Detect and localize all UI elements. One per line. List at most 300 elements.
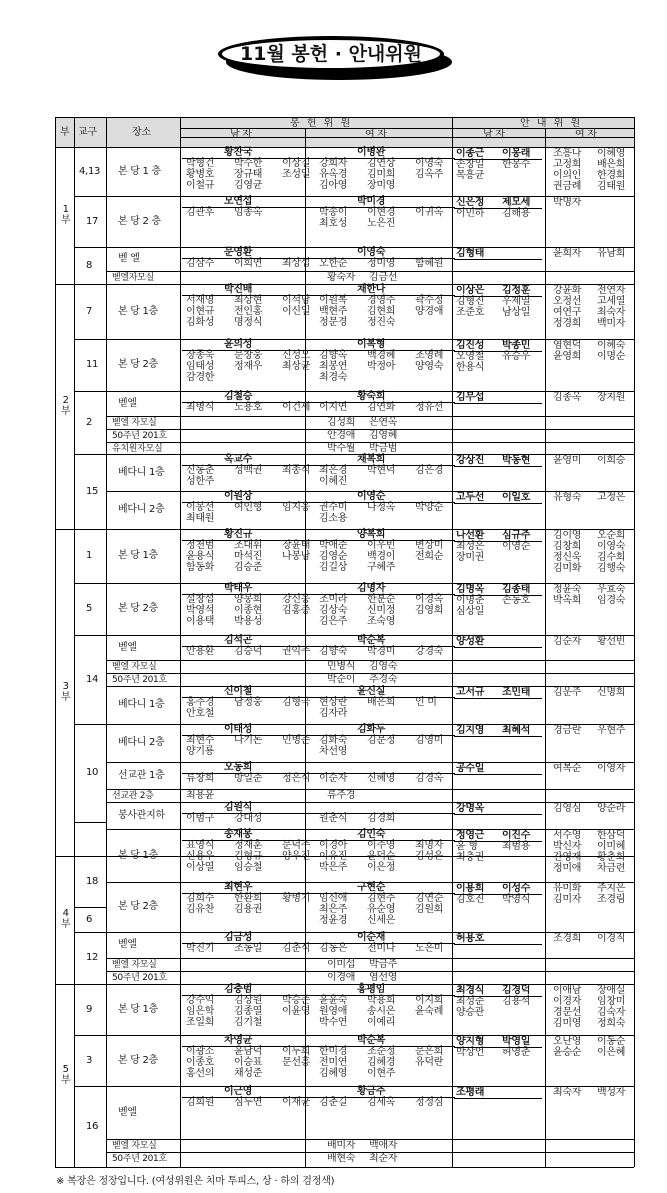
member-name: 조일희 xyxy=(186,1017,215,1028)
leader-name: 오동희 xyxy=(224,762,253,773)
usher-name: 박신자 xyxy=(553,841,582,852)
member-name: 이재균 xyxy=(282,1097,311,1108)
member-name: 신미정 xyxy=(367,605,396,616)
member-name: 백경혜 xyxy=(367,350,396,361)
member-name: 백경이 xyxy=(367,551,396,562)
usher-name: 박영일 xyxy=(502,1036,531,1047)
usher-name: 이의인 xyxy=(553,170,582,181)
usher-name: 이몽래 xyxy=(502,148,531,159)
usher-name: 이경자 xyxy=(553,996,582,1007)
member-name: 안용환 xyxy=(186,646,215,657)
member-name: 설창섭 xyxy=(186,594,215,605)
member-name: 김화숙 xyxy=(319,735,348,746)
member-name: 감경한 xyxy=(186,372,215,383)
parish-rule xyxy=(74,1035,106,1036)
member-name: 문은희 xyxy=(415,1046,444,1057)
usher-name: 이경직 xyxy=(597,933,626,944)
place-label: 벧엘자모실 xyxy=(112,273,154,283)
member-name: 표영식 xyxy=(186,840,215,851)
usher-name: 이민하 xyxy=(456,208,485,219)
member-name: 노은미 xyxy=(415,943,444,954)
member-name: 이상열 xyxy=(186,862,215,873)
member-name: 김관후 xyxy=(186,207,215,218)
header-annae-male: 남 자 xyxy=(483,129,505,140)
leader-name: 김철승 xyxy=(224,391,253,402)
member-name: 이우빈 xyxy=(367,540,396,551)
member-name: 박송이 xyxy=(319,207,348,218)
usher-name: 김지영 xyxy=(456,725,485,736)
usher-name: 박동현 xyxy=(502,455,531,466)
member-name: 김자라 xyxy=(319,708,348,719)
member-name: 양경애 xyxy=(415,306,444,317)
member-name: 임태성 xyxy=(186,361,215,372)
member-name: 김성희 xyxy=(327,417,356,428)
member-name: 박양순 xyxy=(415,502,444,513)
usher-name: 우현주 xyxy=(597,725,626,736)
table-left-border xyxy=(55,117,56,1167)
parish-label: 8 xyxy=(86,259,93,271)
member-name: 신세은 xyxy=(367,915,396,926)
usher-name: 남상일 xyxy=(502,307,531,318)
parish-label: 15 xyxy=(86,485,99,497)
usher-name: 한용식 xyxy=(456,362,485,373)
usher-name: 김숙자 xyxy=(597,1007,626,1018)
parish-label: 9 xyxy=(86,1003,93,1015)
usher-name: 심상일 xyxy=(456,606,485,617)
header-gyogu: 교구 xyxy=(78,127,97,138)
usher-name: 김이영 xyxy=(553,530,582,541)
place-label: 본 당 1층 xyxy=(118,849,158,861)
leader-name: 구현순 xyxy=(357,882,386,893)
member-name: 유덕란 xyxy=(415,1057,444,1068)
parish-label: 16 xyxy=(86,1120,99,1132)
member-name: 이철규 xyxy=(186,180,215,191)
usher-name: 양승관 xyxy=(456,1007,485,1018)
usher-name: 신은정 xyxy=(456,197,485,208)
member-name: 김형국 xyxy=(282,697,311,708)
leader-name: 박순복 xyxy=(357,1035,386,1046)
member-name: 박진기 xyxy=(186,943,215,954)
member-name: 정문경 xyxy=(319,317,348,328)
parish-rule xyxy=(74,529,106,530)
usher-name: 정희숙 xyxy=(597,1018,626,1029)
parish-rule xyxy=(74,583,106,584)
footnote: ※ 복장은 정장입니다. (여성위원은 치마 투피스, 상 · 하의 검정색) xyxy=(56,1176,335,1187)
member-name: 이귀옥 xyxy=(415,207,444,218)
member-name: 김현주 xyxy=(367,893,396,904)
page-title: 11월 봉헌 · 안내위원 xyxy=(240,43,422,65)
member-name: 김화성 xyxy=(186,317,215,328)
usher-name: 고세열 xyxy=(597,296,626,307)
parish-rule xyxy=(74,1086,106,1087)
member-name: 박금주 xyxy=(369,959,398,970)
usher-lead-underline xyxy=(454,403,542,404)
member-name: 이지연 xyxy=(319,402,348,413)
place-label: 50주년 201호 xyxy=(112,973,167,983)
division-label: 3 부 xyxy=(61,680,71,703)
usher-name: 김명옥 xyxy=(456,584,485,595)
usher-name: 김영심 xyxy=(553,803,582,814)
place-label: 벧엘 xyxy=(118,1106,137,1118)
place-label: 베다니 2층 xyxy=(118,737,165,748)
member-name: 정미영 xyxy=(367,258,396,269)
parish-rule xyxy=(74,247,106,248)
member-name: 박영석 xyxy=(186,605,215,616)
member-name: 강희자 xyxy=(319,158,348,169)
usher-lead-underline xyxy=(454,647,542,648)
table-top-border xyxy=(55,117,634,118)
usher-name: 이영숙 xyxy=(597,541,626,552)
usher-name: 황선빈 xyxy=(597,636,626,647)
usher-name: 강상진 xyxy=(456,455,485,466)
member-name: 백현주 xyxy=(319,306,348,317)
header-bongheon: 봉 헌 위 원 xyxy=(290,118,353,129)
member-name: 권수미 xyxy=(319,502,348,513)
leader-name: 김원식 xyxy=(224,802,253,813)
member-name: 이종현 xyxy=(234,605,263,616)
header-bu: 부 xyxy=(60,127,70,138)
member-name: 황병호 xyxy=(186,169,215,180)
division-label: 4 부 xyxy=(61,908,71,930)
place-label: 본 당 2층 xyxy=(118,1054,158,1066)
usher-name: 조평래 xyxy=(456,1087,485,1098)
parish-label: 2 xyxy=(86,416,93,428)
leader-name: 채한나 xyxy=(357,284,386,295)
member-name: 장규태 xyxy=(234,169,263,180)
usher-name: 유승우 xyxy=(502,351,531,362)
usher-name: 장미권 xyxy=(456,552,485,563)
leader-name: 황진규 xyxy=(224,529,253,540)
usher-name: 고두선 xyxy=(456,492,485,503)
usher-name: 경문선 xyxy=(553,1007,582,1018)
leader-name: 박태우 xyxy=(224,583,253,594)
usher-name: 손창일 xyxy=(456,159,485,170)
member-name: 김소용 xyxy=(319,513,348,524)
usher-name: 배은희 xyxy=(597,159,626,170)
parish-rule xyxy=(74,822,106,823)
member-name: 장미영 xyxy=(367,180,396,191)
member-name: 정천범 xyxy=(186,540,215,551)
place-label: 벧엘 xyxy=(118,641,137,653)
usher-name: 임경숙 xyxy=(597,595,626,606)
parish-rule xyxy=(74,196,106,197)
member-name: 김영혜 xyxy=(369,430,398,441)
usher-name: 최성준 xyxy=(456,996,485,1007)
usher-name: 이용희 xyxy=(456,883,485,894)
usher-name: 강명옥 xyxy=(456,803,485,814)
member-name: 성한주 xyxy=(186,476,215,487)
member-name: 구혜주 xyxy=(367,562,396,573)
member-name: 한미경 xyxy=(319,1046,348,1057)
leader-name: 윤의성 xyxy=(224,339,253,350)
member-name: 성백권 xyxy=(234,465,263,476)
usher-name: 오영철 xyxy=(456,351,485,362)
usher-name: 이종근 xyxy=(456,148,485,159)
usher-name: 주지은 xyxy=(597,883,626,894)
member-name: 이예리 xyxy=(367,1017,396,1028)
parish-rule xyxy=(74,856,106,857)
usher-name: 박종민 xyxy=(502,340,531,351)
usher-name: 김운주 xyxy=(553,687,582,698)
usher-name: 조민태 xyxy=(502,687,531,698)
usher-name: 최경식 xyxy=(456,985,485,996)
member-name: 이지희 xyxy=(415,995,444,1006)
usher-name: 이혜영 xyxy=(597,148,626,159)
leader-name: 박진배 xyxy=(224,284,253,295)
member-name: 이혜진 xyxy=(319,476,348,487)
member-name: 박수월 xyxy=(327,443,356,454)
usher-lead-underline xyxy=(454,1098,542,1099)
usher-name: 김종태 xyxy=(502,584,531,595)
usher-name: 최범용 xyxy=(502,841,531,852)
member-name: 장윤태 xyxy=(282,540,311,551)
usher-name: 조경희 xyxy=(553,933,582,944)
member-name: 명정식 xyxy=(234,317,263,328)
member-name: 양봉희 xyxy=(234,594,263,605)
member-name: 민병식 xyxy=(327,661,356,672)
place-label: 본 당 2 층 xyxy=(118,215,161,227)
leader-name: 황숙희 xyxy=(357,391,386,402)
member-name: 김춘길 xyxy=(319,1097,348,1108)
member-name: 박용성 xyxy=(234,616,263,627)
member-name: 남정웅 xyxy=(234,697,263,708)
usher-name: 나선환 xyxy=(456,530,485,541)
member-name: 경영주 xyxy=(367,295,396,306)
usher-name: 백미자 xyxy=(597,318,626,329)
member-name: 김혜영 xyxy=(319,1068,348,1079)
member-name: 김영미 xyxy=(415,735,444,746)
usher-name: 김태원 xyxy=(597,181,626,192)
member-name: 김용권 xyxy=(234,904,263,915)
usher-name: 이미혜 xyxy=(597,841,626,852)
table-rule xyxy=(106,117,107,1167)
usher-name: 이혜숙 xyxy=(597,340,626,351)
member-name: 안경애 xyxy=(327,430,356,441)
usher-name: 김무섭 xyxy=(456,392,485,403)
member-name: 최봉연 xyxy=(319,361,348,372)
member-name: 김향옥 xyxy=(319,350,348,361)
member-name: 송시은 xyxy=(367,1006,396,1017)
place-label: 본 당 2층 xyxy=(118,901,158,912)
usher-name: 조흥나 xyxy=(553,148,582,159)
member-name: 문선홍 xyxy=(282,1057,311,1068)
usher-lead-underline xyxy=(454,944,542,945)
place-label: 벧 엘 xyxy=(118,253,140,264)
usher-name: 황춘희 xyxy=(597,852,626,863)
member-name: 변상미 xyxy=(415,540,444,551)
member-name: 최경숙 xyxy=(319,372,348,383)
member-name: 류창희 xyxy=(186,773,215,784)
member-name: 조대휘 xyxy=(234,540,263,551)
member-name: 원영애 xyxy=(319,1006,348,1017)
member-name: 윤남덕 xyxy=(234,1046,263,1057)
usher-name: 윤영희 xyxy=(553,351,582,362)
member-name: 조숙영 xyxy=(367,616,396,627)
place-label: 본 당 2층 xyxy=(118,603,158,614)
usher-name: 정영근 xyxy=(456,830,485,841)
leader-name: 이태성 xyxy=(224,724,253,735)
usher-name: 박영식 xyxy=(502,894,531,905)
member-name: 홍주경 xyxy=(186,697,215,708)
usher-name: 박상언 xyxy=(456,1047,485,1058)
usher-name: 박명자 xyxy=(553,197,582,208)
usher-name: 이희승 xyxy=(597,455,626,466)
place-label: 본 당 1 층 xyxy=(118,165,161,177)
table-rule xyxy=(180,137,634,138)
member-name: 김미희 xyxy=(367,169,396,180)
leader-name: 신이철 xyxy=(224,686,253,697)
member-name: 이희연 xyxy=(234,258,263,269)
member-name: 박경미 xyxy=(367,646,396,657)
parish-label: 7 xyxy=(86,305,93,317)
place-label: 베다니 2층 xyxy=(118,504,165,515)
header-annae-female: 여 자 xyxy=(575,129,597,140)
parish-rule xyxy=(74,724,106,725)
usher-name: 우효숙 xyxy=(597,584,626,595)
table-rule xyxy=(55,147,634,148)
usher-name: 김형진 xyxy=(456,296,485,307)
member-name: 최은주 xyxy=(319,904,348,915)
member-name: 배은희 xyxy=(367,697,396,708)
leader-name: 차영균 xyxy=(224,1035,253,1046)
usher-name: 전연자 xyxy=(597,285,626,296)
member-name: 최명자 xyxy=(415,840,444,851)
member-name: 최은경 xyxy=(319,465,348,476)
division-label: 2 부 xyxy=(61,394,71,417)
member-name: 정재훈 xyxy=(234,840,263,851)
member-name: 이광소 xyxy=(186,1046,215,1057)
usher-name: 이성수 xyxy=(502,883,531,894)
member-name: 한환희 xyxy=(234,893,263,904)
usher-name: 김종옥 xyxy=(553,392,582,403)
usher-name: 심규주 xyxy=(502,530,531,541)
leader-name: 이복형 xyxy=(357,339,386,350)
header-bong-male: 남 자 xyxy=(230,129,252,140)
member-name: 문덕주 xyxy=(282,840,311,851)
member-name: 은연옥 xyxy=(369,417,398,428)
usher-name: 최혜석 xyxy=(502,725,531,736)
usher-name: 여연구 xyxy=(553,307,582,318)
member-name: 신혜영 xyxy=(367,773,396,784)
member-name: 전희순 xyxy=(415,551,444,562)
parish-rule xyxy=(74,339,106,340)
member-name: 최태원 xyxy=(186,513,215,524)
member-name: 함혜원 xyxy=(415,258,444,269)
member-name: 이경애 xyxy=(327,972,356,983)
usher-name: 양지형 xyxy=(456,1036,485,1047)
parish-rule xyxy=(74,635,106,636)
table-rule xyxy=(180,128,634,129)
usher-name: 이명춘 xyxy=(456,595,485,606)
member-name: 정진숙 xyxy=(367,317,396,328)
table-rule xyxy=(180,117,181,1167)
member-name: 김아영 xyxy=(319,180,348,191)
usher-name: 김형태 xyxy=(456,248,485,259)
member-name: 이범구 xyxy=(186,813,215,824)
member-name: 정윤경 xyxy=(319,915,348,926)
member-name: 이은정 xyxy=(367,862,396,873)
member-name: 최상현 xyxy=(234,295,263,306)
parish-label: 12 xyxy=(86,952,99,963)
member-name: 추경숙 xyxy=(369,674,398,685)
member-name: 최종식 xyxy=(282,465,311,476)
usher-name: 유남희 xyxy=(597,248,626,259)
member-name: 이두희 xyxy=(282,1046,311,1057)
place-label: 본 당 1층 xyxy=(118,1003,158,1015)
usher-name: 고서규 xyxy=(456,687,485,698)
member-name: 박승준 xyxy=(282,995,311,1006)
member-name: 최상섭 xyxy=(282,258,311,269)
member-name: 김연상 xyxy=(367,158,396,169)
parish-label: 14 xyxy=(86,673,99,685)
member-name: 김춘식 xyxy=(282,943,311,954)
member-name: 김은경 xyxy=(415,465,444,476)
member-name: 나정옥 xyxy=(367,502,396,513)
member-name: 문창웅 xyxy=(234,350,263,361)
member-name: 정재우 xyxy=(234,361,263,372)
leader-name: 박미경 xyxy=(357,196,386,207)
member-name: 박수한 xyxy=(234,158,263,169)
usher-name: 제모세 xyxy=(502,197,531,208)
leader-name: 송재봉 xyxy=(224,829,253,840)
usher-name: 허영춘 xyxy=(502,1047,531,1058)
usher-name: 김용석 xyxy=(502,996,531,1007)
usher-name: 김창희 xyxy=(553,541,582,552)
member-name: 배미자 xyxy=(327,1140,356,1151)
member-name: 정은식 xyxy=(282,773,311,784)
parish-rule xyxy=(74,932,106,933)
member-name: 전미연 xyxy=(319,1057,348,1068)
member-name: 김현희 xyxy=(367,306,396,317)
member-name: 박형건 xyxy=(186,158,215,169)
usher-name: 공수일 xyxy=(456,763,485,774)
member-name: 이윤영 xyxy=(282,1006,311,1017)
member-name: 이현주 xyxy=(367,1068,396,1079)
usher-name: 유미화 xyxy=(553,883,582,894)
member-name: 조성일 xyxy=(282,169,311,180)
member-name: 이경옥 xyxy=(415,594,444,605)
member-name: 김원희 xyxy=(415,904,444,915)
usher-name: 신명희 xyxy=(597,687,626,698)
member-name: 김경희 xyxy=(367,813,396,824)
member-name: 장종욱 xyxy=(186,350,215,361)
usher-name: 백성자 xyxy=(597,1087,626,1098)
member-name: 이경아 xyxy=(319,840,348,851)
usher-name: 임창미 xyxy=(597,996,626,1007)
place-label: 베다니 1층 xyxy=(118,699,165,710)
division-label: 1 부 xyxy=(61,203,71,226)
member-name: 양우진 xyxy=(282,851,311,862)
usher-lead-underline xyxy=(454,466,542,467)
usher-name: 김정훈 xyxy=(502,285,531,296)
member-name: 염선영 xyxy=(369,972,398,983)
usher-name: 김호진 xyxy=(456,894,485,905)
usher-name: 오순희 xyxy=(597,530,626,541)
parish-label: 18 xyxy=(86,875,99,887)
leader-name: 김금성 xyxy=(224,932,253,943)
member-name: 윤숙례 xyxy=(415,1006,444,1017)
member-name: 임승철 xyxy=(234,862,263,873)
member-name: 박용희 xyxy=(367,995,396,1006)
parish-rule xyxy=(74,1167,106,1168)
usher-name: 허용호 xyxy=(456,933,485,944)
member-name: 조미라 xyxy=(319,594,348,605)
member-name: 안호철 xyxy=(186,708,215,719)
member-name: 신용우 xyxy=(186,851,215,862)
member-name: 한분순 xyxy=(367,594,396,605)
division-label: 5 부 xyxy=(61,1063,71,1086)
usher-name: 양성환 xyxy=(456,636,485,647)
